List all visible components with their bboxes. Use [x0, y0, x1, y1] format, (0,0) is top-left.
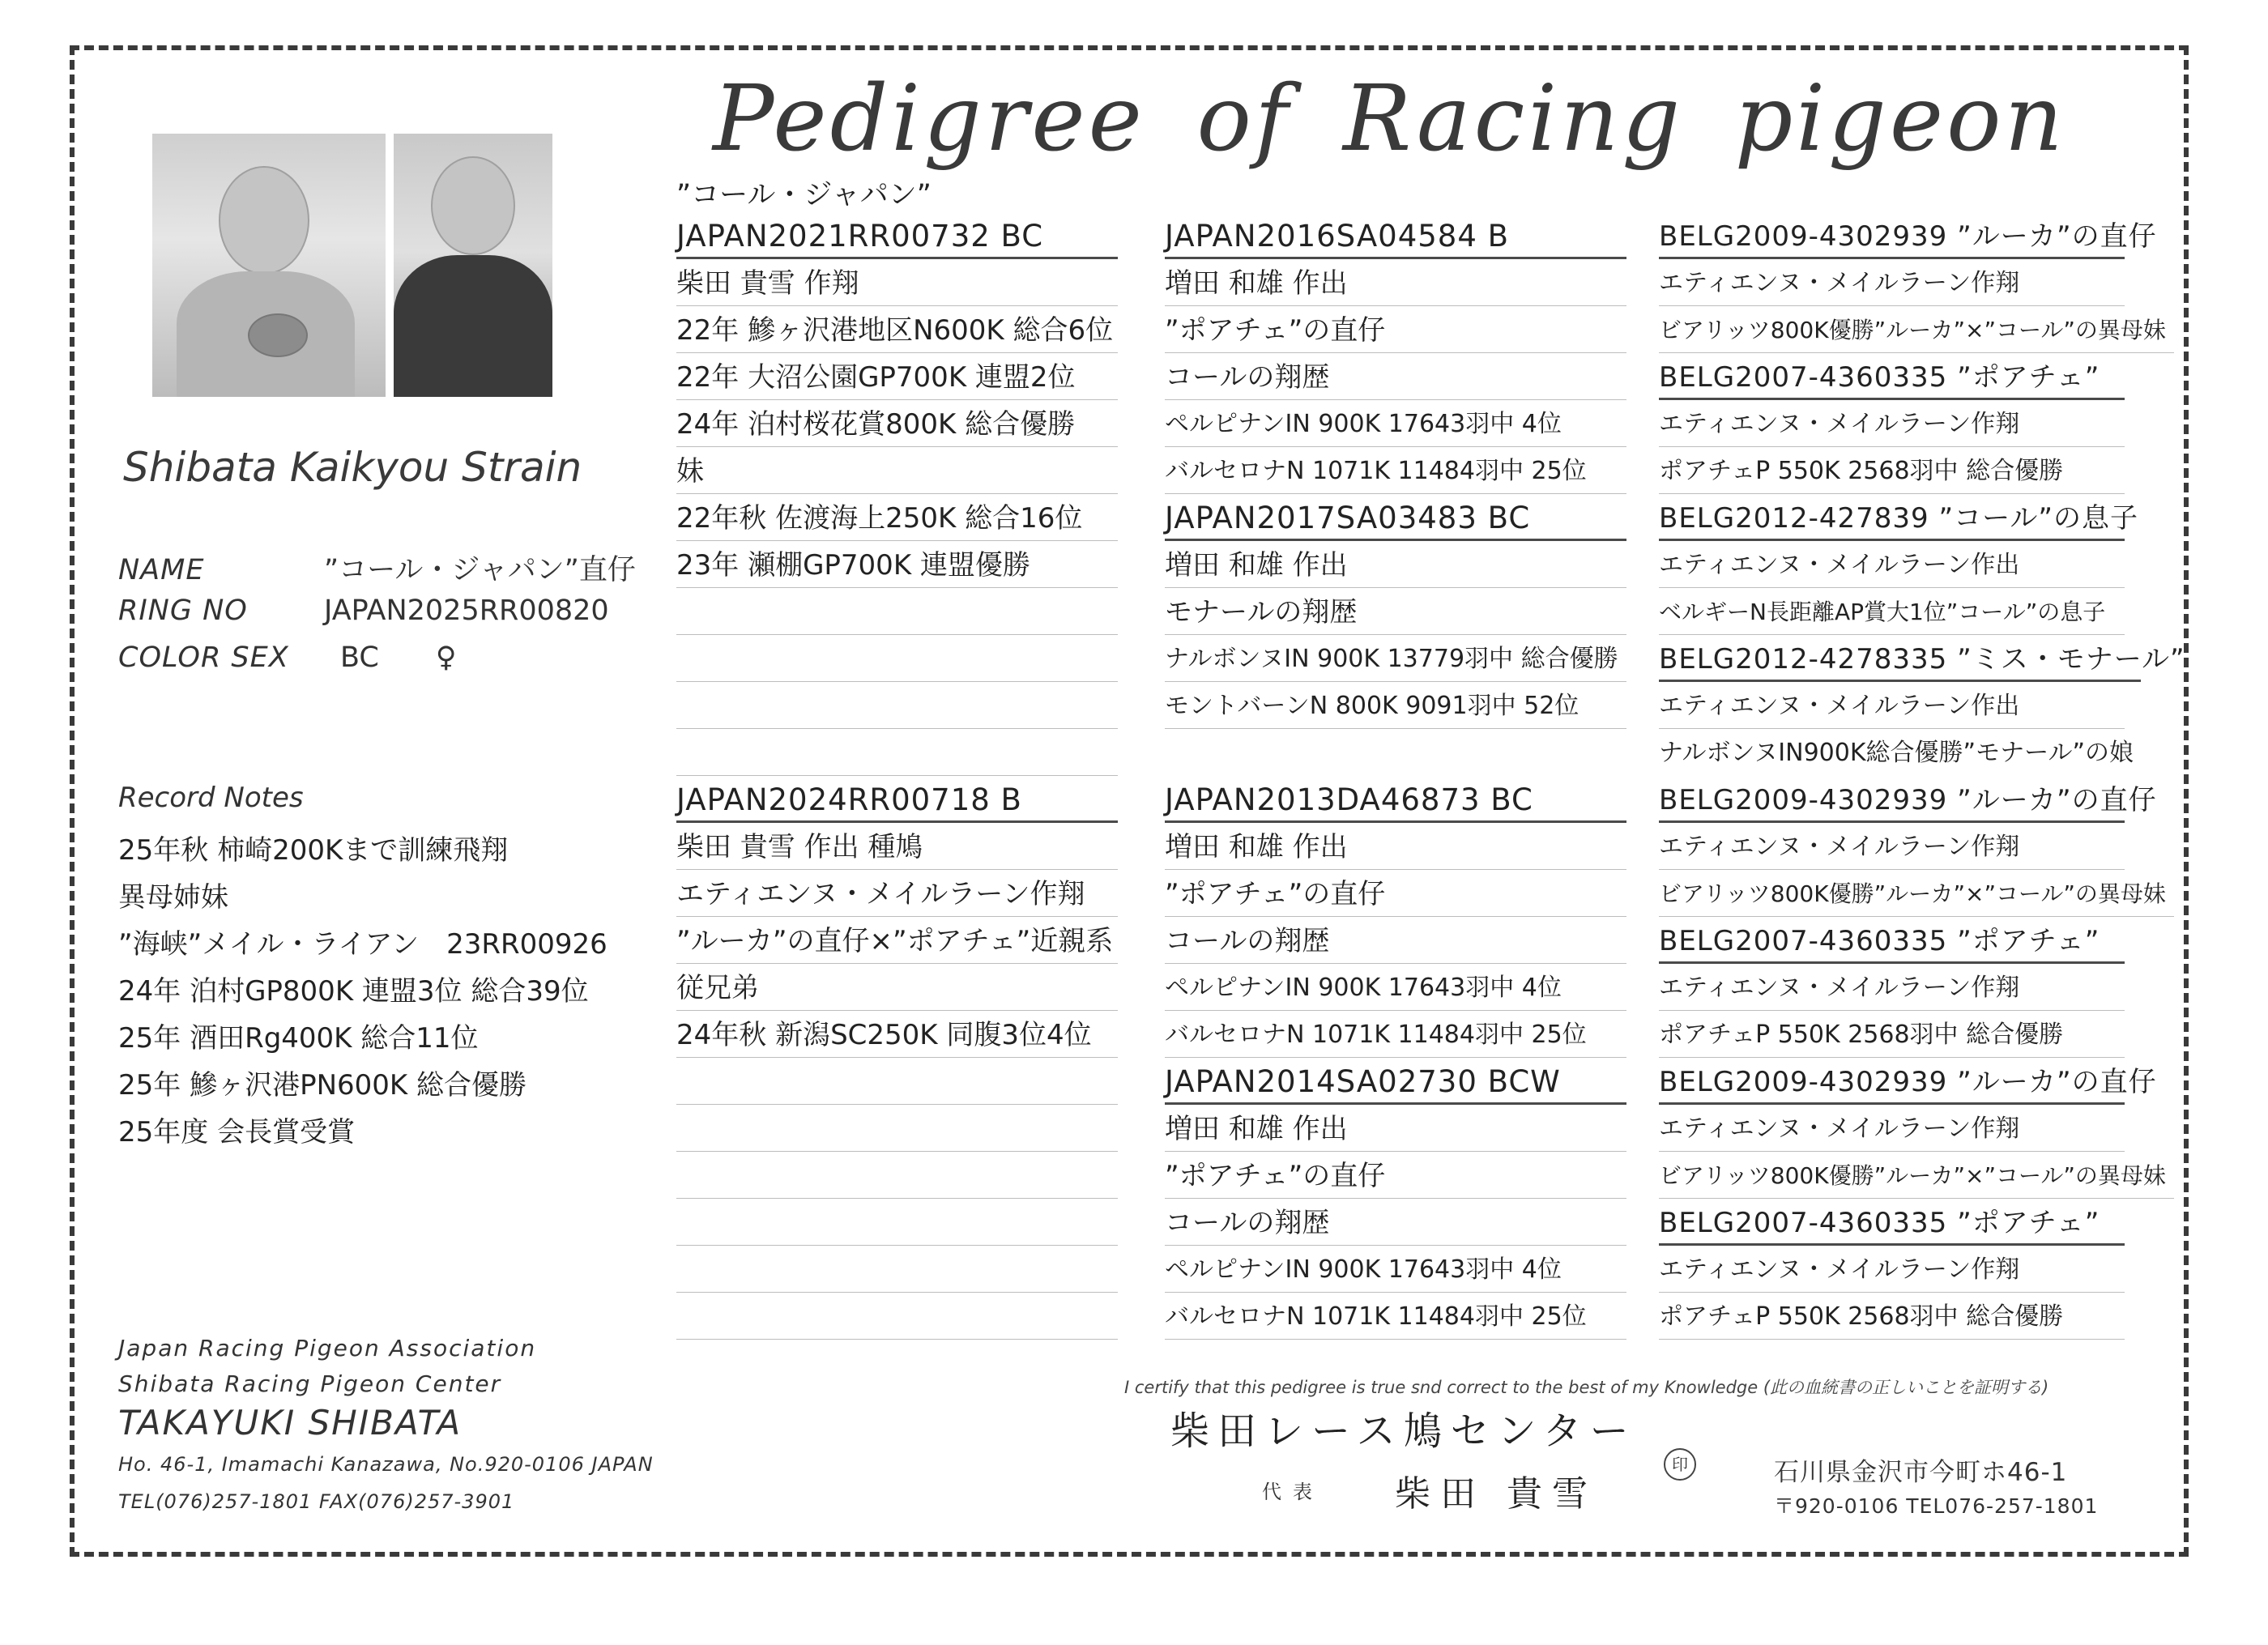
- sire-line: 柴田 貴雪 作翔: [676, 261, 1118, 306]
- color-value: BC: [340, 641, 379, 674]
- grandparent-line: コールの翔歴: [1165, 1200, 1626, 1246]
- sex-value: ♀: [435, 641, 457, 674]
- great-grandparent-line: エティエンヌ・メイルラーン作翔: [1659, 261, 2125, 306]
- owner-name: TAKAYUKI SHIBATA: [118, 1403, 463, 1443]
- grandparent-line: コールの翔歴: [1165, 918, 1626, 964]
- grandparent-header: JAPAN2013DA46873 BC: [1165, 778, 1626, 823]
- grandparent-line: ”ポアチェ”の直仔: [1165, 1153, 1626, 1199]
- great-grandparent-header: BELG2009-4302939 ”ルーカ”の直仔: [1659, 778, 2125, 823]
- phone-fax: TEL(076)257-1801 FAX(076)257-3901: [118, 1490, 515, 1513]
- grandparent-header: JAPAN2017SA03483 BC: [1165, 496, 1626, 541]
- sire-line: 23年 瀬棚GP700K 連盟優勝: [676, 543, 1118, 588]
- great-grandparent-line: ポアチェP 550K 2568羽中 総合優勝: [1659, 449, 2125, 494]
- sire-empty-line: [676, 590, 1118, 635]
- great-grandparent-line: エティエンヌ・メイルラーン作翔: [1659, 1106, 2125, 1152]
- record-line: 25年 酒田Rg400K 総合11位: [118, 1022, 479, 1055]
- sire-empty-line: [676, 731, 1118, 776]
- dam-line: ”ルーカ”の直仔×”ポアチェ”近親系: [676, 918, 1118, 964]
- great-grandparent-line: エティエンヌ・メイルラーン作翔: [1659, 402, 2125, 447]
- breeder-photo-left: [152, 134, 386, 397]
- sire-header: JAPAN2021RR00732 BC: [676, 214, 1118, 259]
- grandparent-line: 増田 和雄 作出: [1165, 825, 1626, 870]
- grandparent-header: JAPAN2014SA02730 BCW: [1165, 1059, 1626, 1105]
- dam-empty-line: [676, 1106, 1118, 1152]
- record-line: 異母姉妹: [118, 881, 228, 914]
- sire-line: 24年 泊村桜花賞800K 総合優勝: [676, 402, 1118, 447]
- center-name-en: Shibata Racing Pigeon Center: [118, 1370, 502, 1397]
- page-title: Pedigree of Racing pigeon: [713, 66, 2066, 172]
- grandparent-line: 増田 和雄 作出: [1165, 261, 1626, 306]
- grandparent-line: ペルピナンIN 900K 17643羽中 4位: [1165, 965, 1626, 1011]
- address-en: Ho. 46-1, Imamachi Kanazawa, No.920-0106 JAPAN: [118, 1453, 654, 1476]
- sire-line: 22年 鰺ヶ沢港地区N600K 総合6位: [676, 308, 1118, 353]
- sire-empty-line: [676, 684, 1118, 729]
- pigeon-shape: [248, 313, 308, 357]
- certification-statement: I certify that this pedigree is true snd correct to the best of my Knowledge (此の血統書の正しいことを証明する): [1124, 1378, 2049, 1397]
- dam-empty-line: [676, 1200, 1118, 1246]
- ring-label: RING NO: [118, 595, 248, 627]
- great-grandparent-line: エティエンヌ・メイルラーン作出: [1659, 543, 2125, 588]
- record-notes-title: Record Notes: [118, 782, 304, 814]
- sire-nickname: ”コール・ジャパン”: [676, 179, 932, 211]
- dam-line: 従兄弟: [676, 965, 1118, 1011]
- representative-label: 代表: [1262, 1481, 1324, 1503]
- grandparent-empty-line: [1165, 731, 1626, 776]
- name-label: NAME: [118, 554, 205, 586]
- grandparent-header: JAPAN2016SA04584 B: [1165, 214, 1626, 259]
- center-name-jp: 柴田レース鳩センター: [1170, 1408, 1637, 1454]
- great-grandparent-line: ビアリッツ800K優勝”ルーカ”×”コール”の異母妹: [1659, 1153, 2174, 1199]
- grandparent-line: バルセロナN 1071K 11484羽中 25位: [1165, 1012, 1626, 1058]
- dam-empty-line: [676, 1059, 1118, 1105]
- seal-mark: 印: [1664, 1448, 1696, 1481]
- grandparent-line: モントバーンN 800K 9091羽中 52位: [1165, 684, 1626, 729]
- great-grandparent-line: ビアリッツ800K優勝”ルーカ”×”コール”の異母妹: [1659, 872, 2174, 917]
- record-line: 25年 鰺ヶ沢港PN600K 総合優勝: [118, 1069, 527, 1102]
- sire-line: 22年 大沼公園GP700K 連盟2位: [676, 355, 1118, 400]
- representative-name: 柴田 貴雪: [1395, 1473, 1597, 1515]
- sire-line: 妹: [676, 449, 1118, 494]
- great-grandparent-header: BELG2009-4302939 ”ルーカ”の直仔: [1659, 214, 2125, 259]
- grandparent-line: ”ポアチェ”の直仔: [1165, 872, 1626, 917]
- grandparent-line: ”ポアチェ”の直仔: [1165, 308, 1626, 353]
- grandparent-line: ナルボンヌIN 900K 13779羽中 総合優勝: [1165, 637, 1626, 682]
- sire-line: 22年秋 佐渡海上250K 総合16位: [676, 496, 1118, 541]
- dam-line: エティエンヌ・メイルラーン作翔: [676, 872, 1118, 917]
- breeder-photo-right: [394, 134, 552, 397]
- great-grandparent-header: BELG2012-4278335 ”ミス・モナール”: [1659, 637, 2141, 682]
- dam-empty-line: [676, 1153, 1118, 1199]
- great-grandparent-header: BELG2007-4360335 ”ポアチェ”: [1659, 1200, 2125, 1246]
- record-line: 25年秋 柿崎200Kまで訓練飛翔: [118, 834, 509, 867]
- ring-value: JAPAN2025RR00820: [324, 595, 609, 627]
- great-grandparent-line: ビアリッツ800K優勝”ルーカ”×”コール”の異母妹: [1659, 308, 2174, 353]
- great-grandparent-line: エティエンヌ・メイルラーン作出: [1659, 684, 2125, 729]
- great-grandparent-header: BELG2012-427839 ”コール”の息子: [1659, 496, 2125, 541]
- grandparent-line: バルセロナN 1071K 11484羽中 25位: [1165, 1294, 1626, 1340]
- great-grandparent-line: ポアチェP 550K 2568羽中 総合優勝: [1659, 1294, 2125, 1340]
- postal-phone: 〒920-0106 TEL076-257-1801: [1774, 1494, 2099, 1518]
- dam-line: 柴田 貴雪 作出 種鳩: [676, 825, 1118, 870]
- grandparent-line: コールの翔歴: [1165, 355, 1626, 400]
- record-line: 25年度 会長賞受賞: [118, 1116, 356, 1149]
- person-body: [394, 255, 552, 397]
- great-grandparent-line: エティエンヌ・メイルラーン作翔: [1659, 965, 2125, 1011]
- color-sex-row: [118, 641, 456, 674]
- great-grandparent-line: エティエンヌ・メイルラーン作翔: [1659, 825, 2125, 870]
- great-grandparent-line: ナルボンヌIN900K総合優勝”モナール”の娘: [1659, 739, 2134, 767]
- strain-name: Shibata Kaikyou Strain: [123, 444, 582, 491]
- grandparent-line: 増田 和雄 作出: [1165, 543, 1626, 588]
- record-line: ”海峡”メイル・ライアン 23RR00926: [118, 928, 608, 961]
- dam-empty-line: [676, 1294, 1118, 1340]
- great-grandparent-header: BELG2007-4360335 ”ポアチェ”: [1659, 355, 2125, 400]
- grandparent-line: 増田 和雄 作出: [1165, 1106, 1626, 1152]
- name-row: [118, 548, 636, 588]
- ring-row: [118, 595, 609, 627]
- grandparent-line: ペルピナンIN 900K 17643羽中 4位: [1165, 1247, 1626, 1293]
- person-head: [431, 156, 515, 255]
- sire-empty-line: [676, 637, 1118, 682]
- great-grandparent-line: エティエンヌ・メイルラーン作翔: [1659, 1247, 2125, 1293]
- great-grandparent-header: BELG2009-4302939 ”ルーカ”の直仔: [1659, 1059, 2125, 1105]
- color-sex-label: COLOR SEX: [118, 641, 289, 674]
- person-head: [219, 166, 309, 275]
- association-name: Japan Racing Pigeon Association: [118, 1335, 537, 1362]
- grandparent-line: バルセロナN 1071K 11484羽中 25位: [1165, 449, 1626, 494]
- grandparent-line: ペルピナンIN 900K 17643羽中 4位: [1165, 402, 1626, 447]
- name-value: ”コール・ジャパン”直仔: [324, 554, 636, 586]
- dam-empty-line: [676, 1247, 1118, 1293]
- address-jp: 石川県金沢市今町ホ46-1: [1774, 1458, 2068, 1487]
- dam-line: 24年秋 新潟SC250K 同腹3位4位: [676, 1012, 1118, 1058]
- grandparent-line: モナールの翔歴: [1165, 590, 1626, 635]
- record-line: 24年 泊村GP800K 連盟3位 総合39位: [118, 975, 589, 1008]
- great-grandparent-header: BELG2007-4360335 ”ポアチェ”: [1659, 918, 2125, 964]
- great-grandparent-line: ベルギーN長距離AP賞大1位”コール”の息子: [1659, 590, 2125, 635]
- great-grandparent-line: ポアチェP 550K 2568羽中 総合優勝: [1659, 1012, 2125, 1058]
- dam-header: JAPAN2024RR00718 B: [676, 778, 1118, 823]
